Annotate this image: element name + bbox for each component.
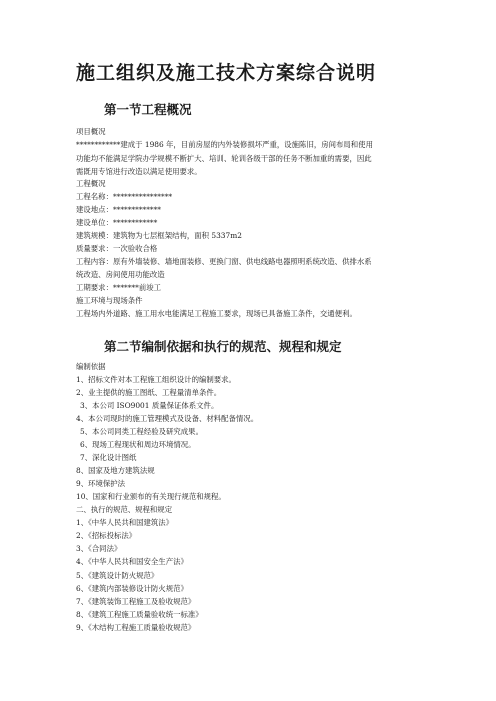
section2-heading: 第二节编制依据和执行的规范、规程和规定: [104, 339, 342, 354]
document-title: 施工组织及施工技术方案综合说明: [76, 62, 377, 84]
section1-line: 需既用专馆进行改造以满足使用要求。: [76, 167, 202, 176]
section2-line: 9、环境保护法: [76, 479, 126, 488]
section2-line: 1、招标文件对本工程施工组织设计的编制要求。: [76, 375, 236, 384]
section2-line: 5、《建筑设计防火规范》: [76, 571, 159, 580]
section1-line: 质量要求：一次验收合格: [76, 244, 158, 253]
section2-line: 8、国家及地方建筑法规: [76, 466, 155, 475]
section1-line: 功能均不能满足学院办学规模不断扩大、培训、轮训各级干部的任务不断加重的需要，因此: [76, 154, 372, 163]
section2-line: 4、本公司现时的施工管理模式及设备、材料配备情况。: [76, 414, 259, 423]
section2-line: 4、《中华人民共和国安全生产法》: [76, 557, 188, 566]
section1-heading: 第一节工程概况: [104, 102, 192, 117]
section1-line: 项目概况: [76, 127, 106, 136]
section1-line: 建设单位：************: [76, 218, 158, 227]
section2-line: 7、深化设计图纸: [80, 453, 137, 462]
section1-line: 工程内容：原有外墙装修、墙地面装修、更换门窗、供电线路电器照明系统改造、供排水系: [76, 257, 372, 266]
section2-line: 3、《合同法》: [76, 544, 122, 553]
section1-line: 建设地点：*************: [76, 205, 161, 214]
section2-line: 7、《建筑装饰工程施工及验收规范》: [76, 597, 196, 606]
section2-line: 9、《木结构工程施工质量验收规范》: [76, 623, 196, 632]
section1-line: 工程概况: [76, 179, 106, 188]
section2-line: 6、《建筑内部装修设计防火规范》: [76, 584, 188, 593]
section2-line: 2、业主提供的施工图纸、工程量清单条件。: [76, 388, 222, 397]
section2-line: 10、国家和行业颁布的有关现行规范和规程。: [76, 492, 226, 501]
section1-line: 建筑规模：建筑物为七层框架结构，面积 5337m2: [76, 231, 242, 240]
section2-line: 2、《招标投标法》: [76, 531, 137, 540]
section2-line: 3、本公司 ISO9001 质量保证体系文件。: [80, 401, 219, 410]
section2-line: 5、本公司同类工程经验及研究成果。: [80, 427, 203, 436]
section2-line: 编制依据: [76, 362, 106, 371]
section1-line: 统改造、房间使用功能改造: [76, 270, 165, 279]
section1-line: 工期要求：*******前竣工: [76, 283, 161, 292]
section1-line: ************建成于 1986 年，目前房屋的内外装修损坏严重，设施陈旧，房间布局和使用: [76, 140, 373, 149]
section2-line: 8、《建筑工程施工质量验收统一标准》: [76, 610, 203, 619]
section1-line: 工程场内外道路、施工用水电能满足工程施工要求，现场已具备施工条件，交通便利。: [76, 309, 357, 318]
section2-line: 1、《中华人民共和国建筑法》: [76, 518, 174, 527]
section2-line: 二、执行的规范、规程和规定: [76, 505, 173, 514]
section1-line: 工程名称：****************: [76, 192, 173, 201]
section2-line: 6、现场工程现状和周边环境情况。: [80, 440, 196, 449]
section1-line: 施工环境与现场条件: [76, 296, 143, 305]
